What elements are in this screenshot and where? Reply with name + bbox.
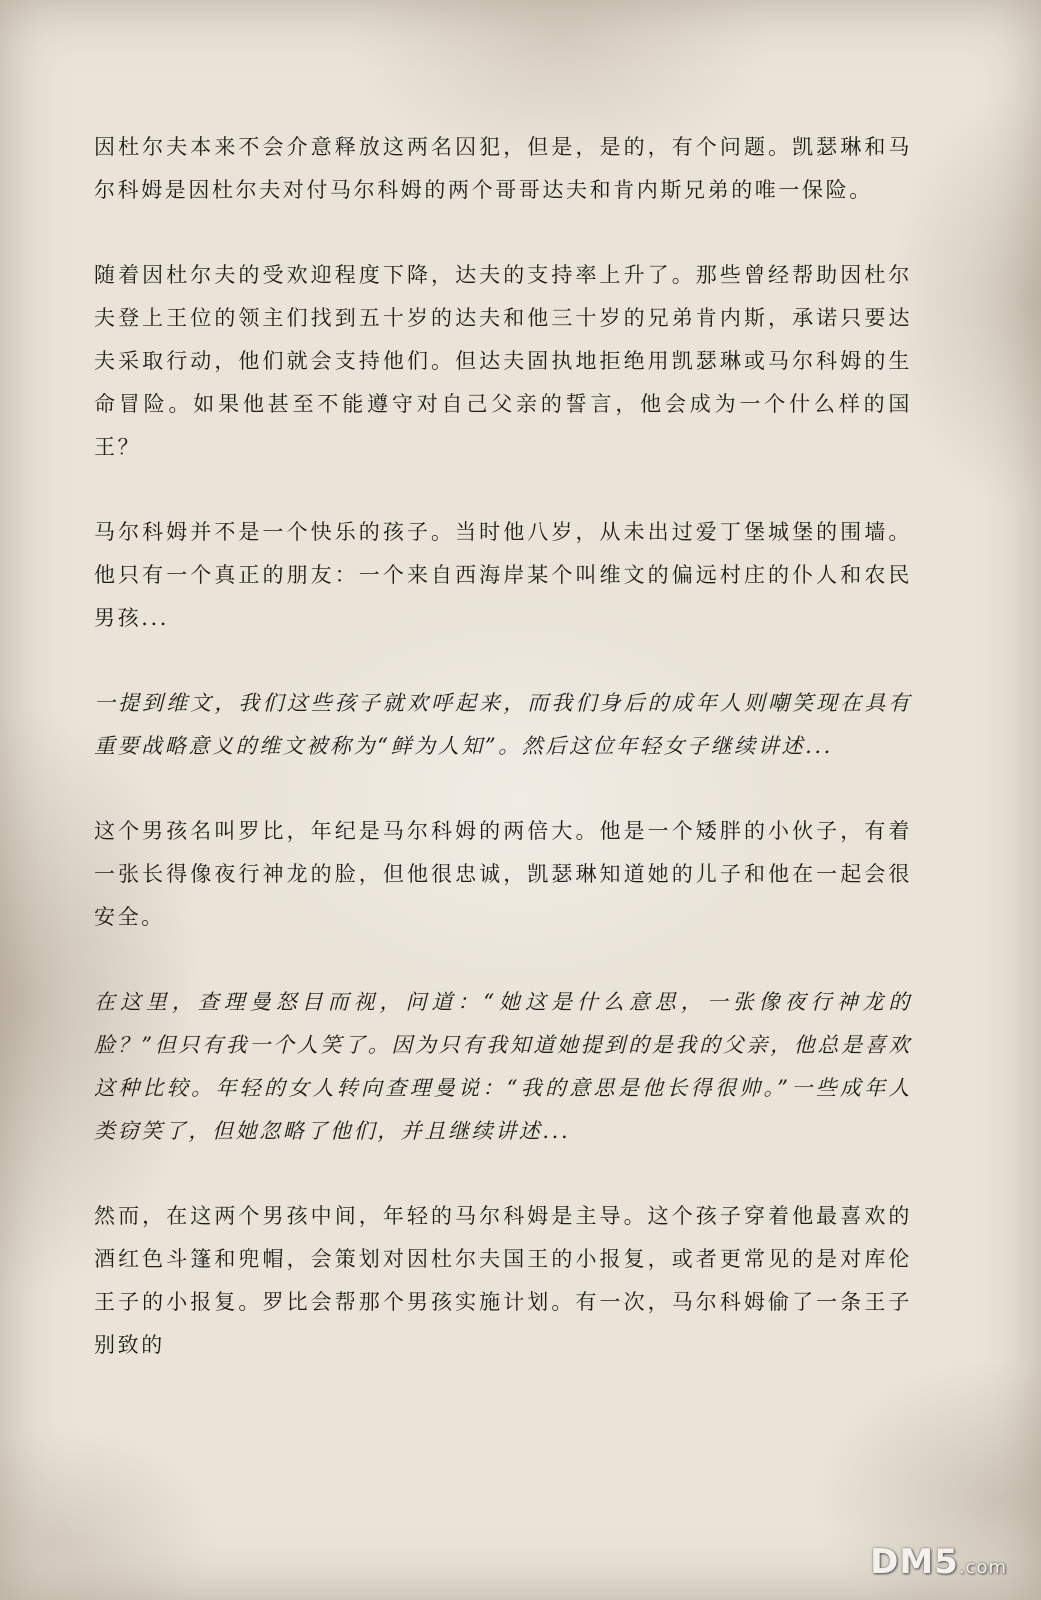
paragraph-6-italic: 在这里，查理曼怒目而视，问道：“她这是什么意思，一张像夜行神龙的脸？”但只有我一个人笑了。因为只有我知道她提到的是我的父亲，他总是喜欢这种比较。年轻的女人转向查理曼说：“我的意思是他长得很帅。”一些成年人类窃笑了，但她忽略了他们，并且继续讲述... [94, 990, 912, 1143]
paragraph-1: 因杜尔夫本来不会介意释放这两名囚犯，但是，是的，有个问题。凯瑟琳和马尔科姆是因杜尔夫对付马尔科姆的两个哥哥达夫和肯内斯兄弟的唯一保险。 [94, 135, 912, 202]
paragraph-7: 然而，在这两个男孩中间，年轻的马尔科姆是主导。这个孩子穿着他最喜欢的酒红色斗篷和兜帽，会策划对因杜尔夫国王的小报复，或者更常见的是对库伦王子的小报复。罗比会帮那个男孩实施计划。有一次，马尔科姆偷了一条王子别致的 [94, 1204, 912, 1357]
paragraph-5: 这个男孩名叫罗比，年纪是马尔科姆的两倍大。他是一个矮胖的小伙子，有着一张长得像夜行神龙的脸，但他很忠诚，凯瑟琳知道她的儿子和他在一起会很安全。 [94, 819, 912, 929]
watermark-main: DM5 [870, 1542, 959, 1582]
paragraph-2: 随着因杜尔夫的受欢迎程度下降，达夫的支持率上升了。那些曾经帮助因杜尔夫登上王位的领主们找到五十岁的达夫和他三十岁的兄弟肯内斯，承诺只要达夫采取行动，他们就会支持他们。但达夫固执地拒绝用凯瑟琳或马尔科姆的生命冒险。如果他甚至不能遵守对自己父亲的誓言，他会成为一个什么样的国王？ [94, 263, 912, 459]
story-text [94, 126, 912, 1367]
paragraph-4-italic: 一提到维文，我们这些孩子就欢呼起来，而我们身后的成年人则嘲笑现在具有重要战略意义的维文被称为“鲜为人知”。然后这位年轻女子继续讲述... [94, 691, 912, 758]
paragraph-3: 马尔科姆并不是一个快乐的孩子。当时他八岁，从未出过爱丁堡城堡的围墙。他只有一个真正的朋友：一个来自西海岸某个叫维文的偏远村庄的仆人和农民男孩... [94, 520, 912, 630]
site-watermark [870, 1542, 1007, 1582]
watermark-suffix: .com [958, 1557, 1007, 1578]
